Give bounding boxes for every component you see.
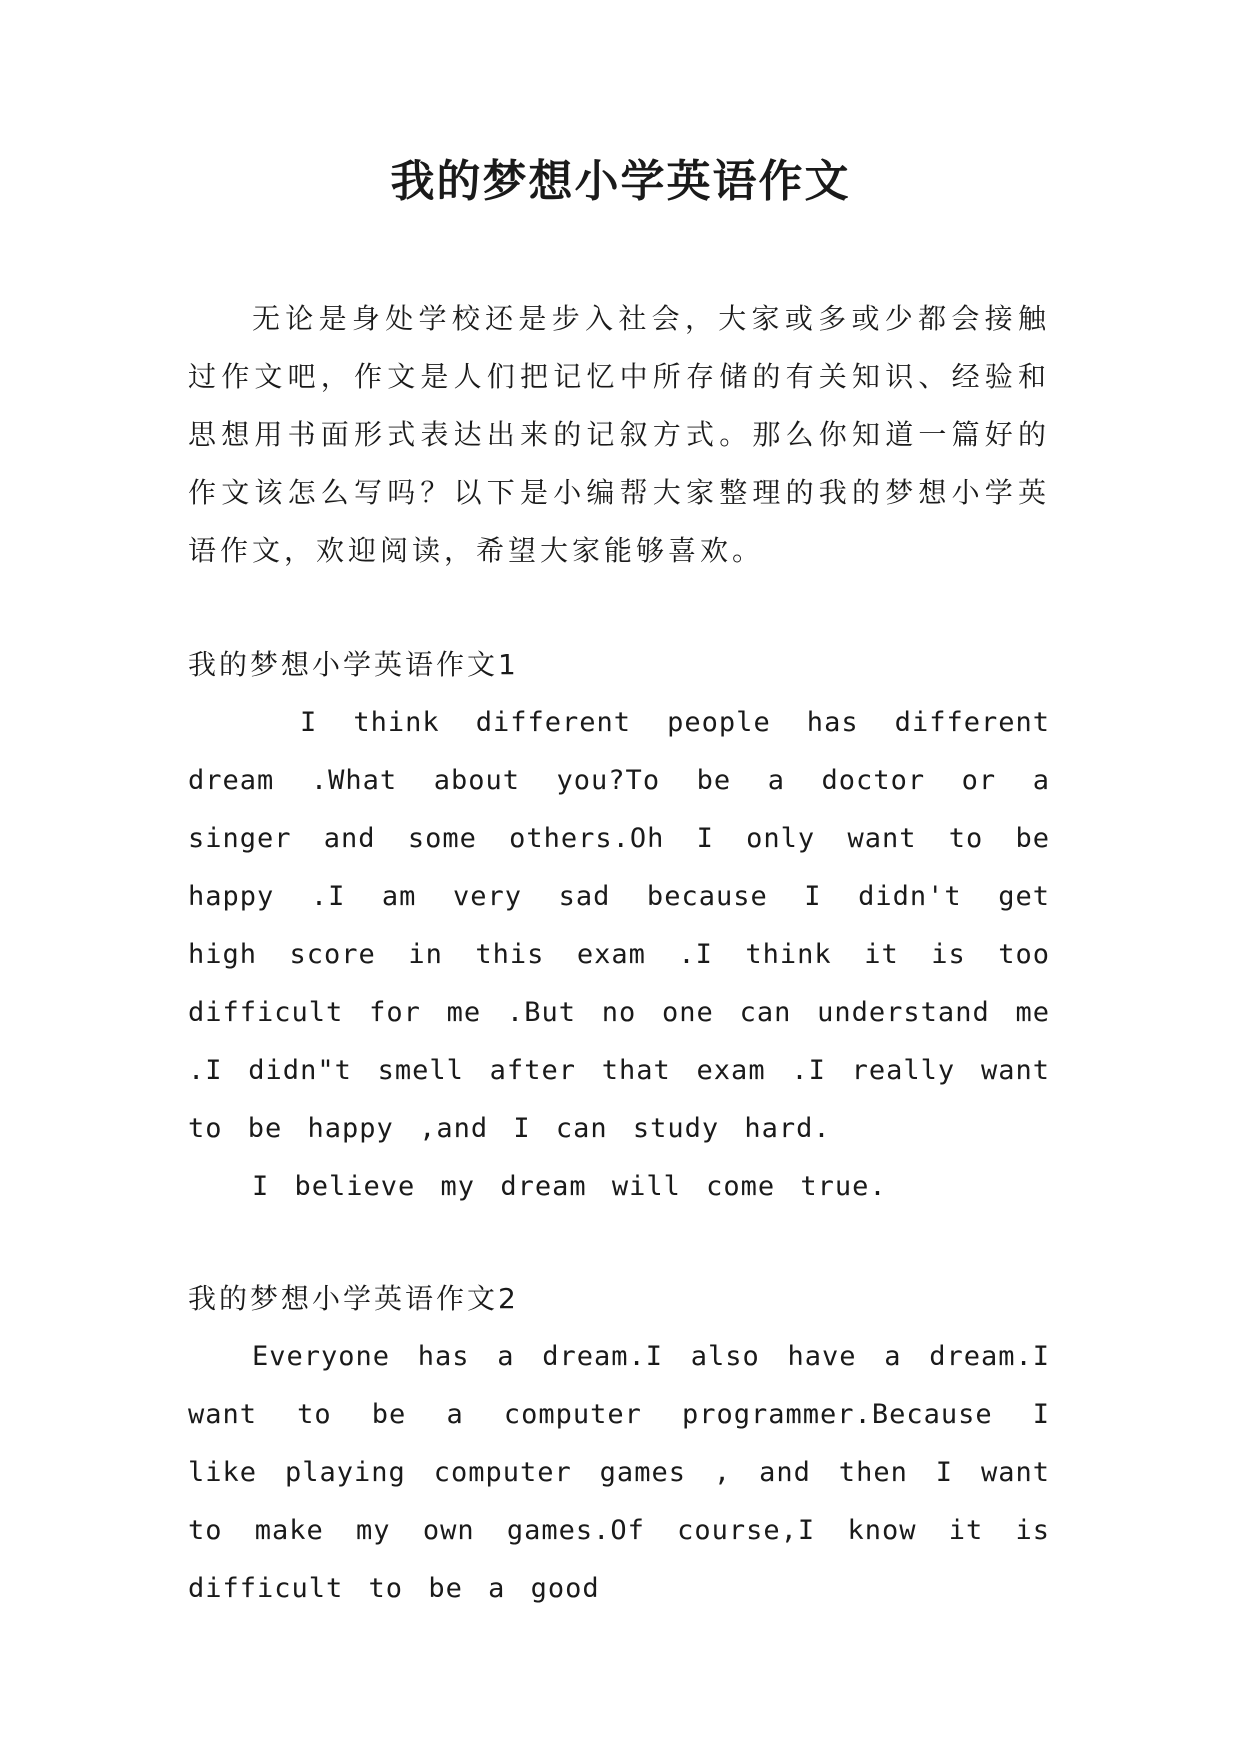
spacer [188,1216,1050,1270]
body-paragraph: Everyone has a dream.I also have a dream.I want to be a computer programmer.Because I like playing computer games , and then I want to make my own games.Of course,I know it is difficult to be a good [188,1341,1050,1604]
document-title: 我的梦想小学英语作文 [390,156,851,207]
section-1 [188,636,1050,1216]
document-body [188,290,1050,1618]
section-2 [188,1270,1050,1618]
body-paragraph: I think different people has different dream .What about you?To be a doctor or a singer and some others.Oh I only want to be happy .I am very sad because I didn't get high score in this exam .I think it is too difficult for me .But no one can understand me .I didn"t smell after that exam .I really want to be happy ,and I can study hard. [188,707,1050,1144]
intro-paragraph: 无论是身处学校还是步入社会，大家或多或少都会接触过作文吧，作文是人们把记忆中所存储的有关知识、经验和思想用书面形式表达出来的记叙方式。那么你知道一篇好的作文该怎么写吗？以下是小编帮大家整理的我的梦想小学英语作文，欢迎阅读，希望大家能够喜欢。 [188,302,1050,567]
section-heading: 我的梦想小学英语作文2 [188,1282,519,1315]
section-heading: 我的梦想小学英语作文1 [188,648,519,681]
body-paragraph: I believe my dream will come true. [252,1171,887,1202]
spacer [188,580,1050,636]
